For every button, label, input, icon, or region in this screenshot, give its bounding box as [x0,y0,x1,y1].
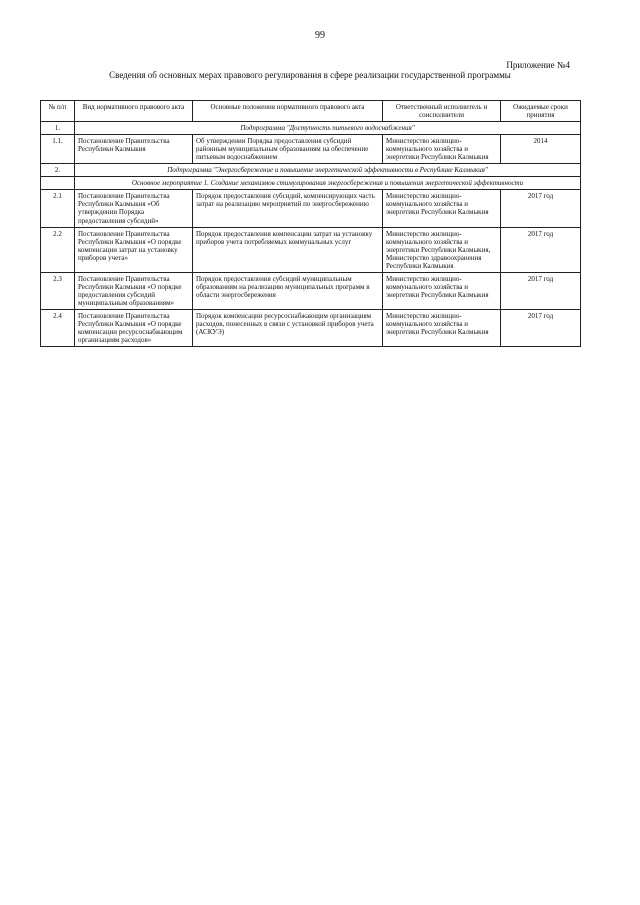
main-provisions-cell: Об утверждении Порядка предоставления субсидий районным муниципальным образованиям на обеспечение питьевым водоснабжением [193,135,383,164]
main-provisions-cell: Порядок компенсации ресурсоснабжающим организациям расходов, понесенных в связи с установкой приборов учета (АСКУЭ) [193,309,383,346]
subprogram-heading: Подпрограмма "Доступность питьевого водоснабжения" [75,122,581,135]
page-number: 99 [315,30,325,41]
table-row [41,135,581,164]
table-row [41,227,581,272]
deadline-cell: 2017 год [501,272,581,309]
main-provisions-cell: Порядок предоставления субсидий, компенсирующих часть затрат на реализацию мероприятий по энергосбережению [193,190,383,227]
row-num: 2.2 [41,227,75,272]
act-type-cell: Постановление Правительства Республики Калмыкия «О порядке предоставления субсидий муниципальным образованиям» [75,272,193,309]
deadline-cell: 2017 год [501,309,581,346]
header-responsible: Ответственный исполнитель и соисполнители [383,101,501,122]
act-type-cell: Постановление Правительства Республики Калмыкия «Об утверждении Порядка предоставления субсидий» [75,190,193,227]
deadline-cell: 2017 год [501,227,581,272]
table-row [41,164,581,177]
table-row [41,122,581,135]
measures-table [40,100,581,347]
table-row [41,309,581,346]
row-num: 2. [41,164,75,177]
row-num: 2.1 [41,190,75,227]
responsible-cell: Министерство жилищно-коммунального хозяйства и энергетики Республики Калмыкия [383,272,501,309]
table-row [41,272,581,309]
deadline-cell: 2017 год [501,190,581,227]
row-num: 2.4 [41,309,75,346]
row-num: 1. [41,122,75,135]
header-act-type: Вид нормативного правового акта [75,101,193,122]
subprogram-heading: Подпрограмма "Энергосбережение и повышение энергетической эффективности в Республике Калмыкия" [75,164,581,177]
main-provisions-cell: Порядок предоставления субсидий муниципальным образованиям на реализацию муниципальных программ в области энергосбережения [193,272,383,309]
act-type-cell: Постановление Правительства Республики Калмыкия «О порядке компенсации ресурсоснабжающим организациям расходов» [75,309,193,346]
table-row [41,190,581,227]
header-deadline: Ожидаемые сроки принятия [501,101,581,122]
document-title: Сведения об основных мерах правового регулирования в сфере реализации государственной программы [109,70,511,80]
activity-heading: Основное мероприятие 1. Создание механизмов стимулирования энергосбережения и повышения энергетической эффективности [75,177,581,190]
responsible-cell: Министерство жилищно-коммунального хозяйства и энергетики Республики Калмыкия, Министерство здравоохранения Республики Калмыкия [383,227,501,272]
responsible-cell: Министерство жилищно-коммунального хозяйства и энергетики Республики Калмыкия [383,190,501,227]
act-type-cell: Постановление Правительства Республики Калмыкия [75,135,193,164]
responsible-cell: Министерство жилищно-коммунального хозяйства и энергетики Республики Калмыкия [383,309,501,346]
row-num: 1.1. [41,135,75,164]
responsible-cell: Министерство жилищно-коммунального хозяйства и энергетики Республики Калмыкия [383,135,501,164]
table-header-row [41,101,581,122]
attachment-label: Приложение №4 [506,60,570,70]
row-num: 2.3 [41,272,75,309]
table-row [41,177,581,190]
header-num: № п/п [41,101,75,122]
deadline-cell: 2014 [501,135,581,164]
act-type-cell: Постановление Правительства Республики Калмыкия «О порядке компенсации затрат на установку приборов учета» [75,227,193,272]
main-provisions-cell: Порядок предоставления компенсации затрат на установку приборов учета потребляемых коммунальных услуг [193,227,383,272]
row-num [41,177,75,190]
header-main-provisions: Основные положения нормативного правового акта [193,101,383,122]
